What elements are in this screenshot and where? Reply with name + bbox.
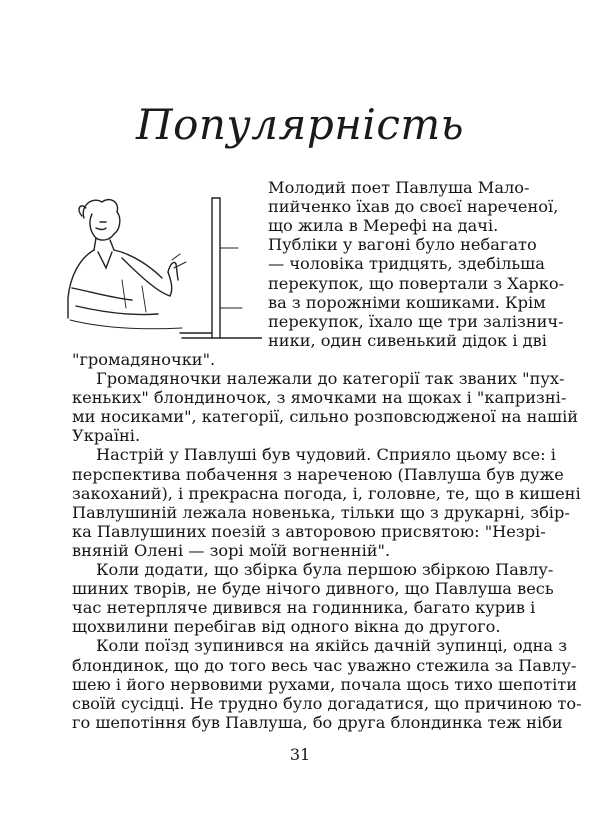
text-line: ка Павлушиних поезій з авторовою присвятою: "Незрі- <box>72 521 546 541</box>
text-line: що жила в Мерефі на дачі. <box>268 216 499 236</box>
text-line: шиних творів, не буде нічого дивного, що Павлуша весь <box>72 579 554 599</box>
text-line: шею і його нервовими рухами, почала щось тихо шепотіти <box>72 674 578 694</box>
text-line: перспектива побачення з нареченою (Павлуша був дуже <box>72 464 564 484</box>
text-line: перекупок, їхало ще три залізнич- <box>268 311 564 331</box>
text-line: своїй сусідці. Не трудно було догадатися, що причиною то- <box>72 693 582 713</box>
text-line: закоханий), і прекрасна погода, і, головне, те, що в кишені <box>72 483 581 503</box>
text-line: "громадяночки". <box>72 349 216 369</box>
text-line: блондинок, що до того весь час уважно стежила за Павлу- <box>72 655 577 675</box>
text-line: вняній Олені — зорі моїй вогненній". <box>72 540 391 560</box>
text-line: час нетерпляче дивився на годинника, багато курив і <box>72 598 536 618</box>
text-line: Публіки у вагоні було небагато <box>268 235 537 255</box>
text-line: го шепотіння був Павлуша, бо друга блондинка теж ніби <box>72 712 563 732</box>
text-line: пийченко їхав до своєї нареченої, <box>268 197 559 217</box>
text-line: щохвилини перебігав від одного вікна до другого. <box>72 617 501 637</box>
text-line: ми носиками", категорії, сильно розповсюдженої на нашій <box>72 407 579 427</box>
text-line: перекупок, що повертали з Харко- <box>268 273 565 293</box>
text-line: кеньких" блондиночок, з ямочками на щоках і "капризні- <box>72 388 567 408</box>
text-line: ва з порожніми кошиками. Крім <box>268 292 546 312</box>
text-line: — чоловіка тридцять, здебільша <box>268 254 545 274</box>
text-line: Громадяночки належали до категорії так званих "пух- <box>96 369 565 388</box>
text-line: Настрій у Павлуші був чудовий. Сприяло цьому все: і <box>96 445 556 465</box>
text-line: Коли поїзд зупинився на якійсь дачній зупинці, одна з <box>96 636 568 656</box>
text-line: Коли додати, що збірка була першою збіркою Павлу- <box>96 560 554 579</box>
text-line: Україні. <box>72 426 141 446</box>
poet-illustration <box>62 188 262 358</box>
page-number: 31 <box>289 745 311 764</box>
text-line: Павлушиній лежала новенька, тільки що з друкарні, збір- <box>72 502 570 522</box>
text-line: ники, один сивенький дідок і дві <box>268 330 547 350</box>
page-title: Популярність <box>135 100 465 149</box>
text-line: Молодий поет Павлуша Мало- <box>268 178 530 197</box>
